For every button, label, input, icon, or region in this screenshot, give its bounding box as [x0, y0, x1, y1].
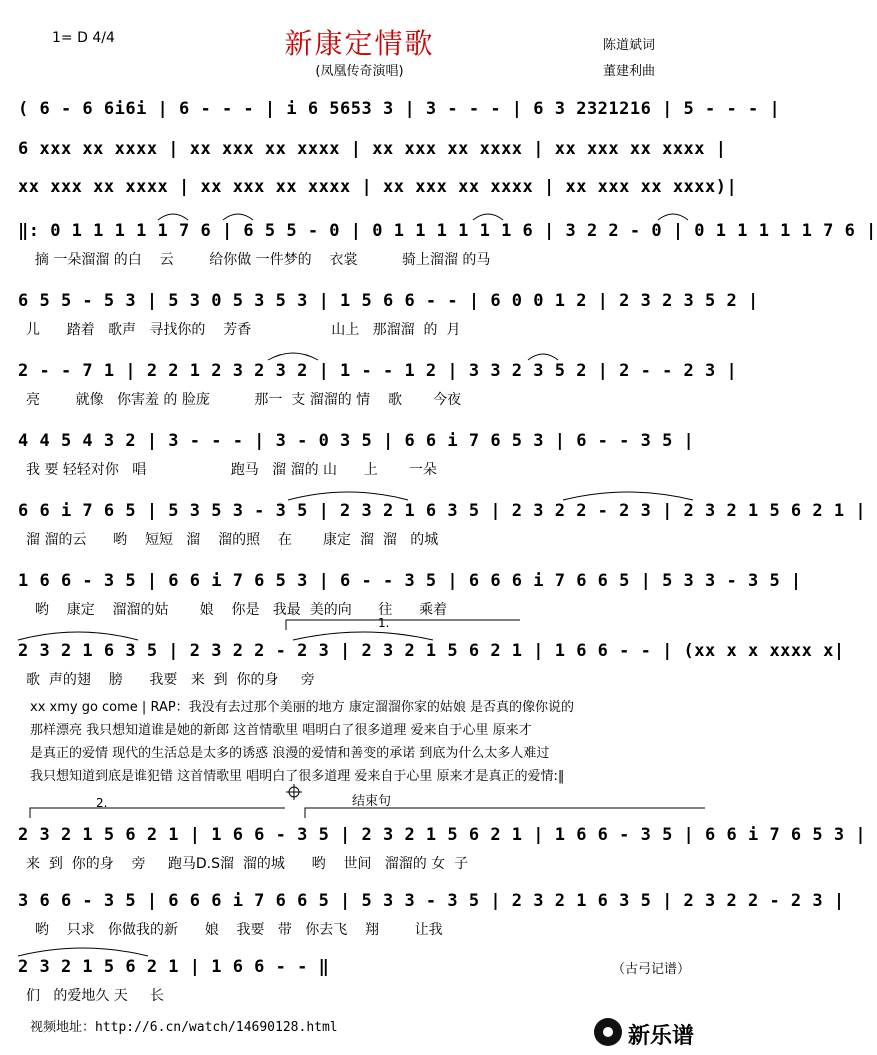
song-title: 新康定情歌 [284, 27, 435, 60]
score-row [0, 884, 845, 954]
notation-line: 4 4 5 4 3 2 | 3 - - - | 3 - 0 3 5 | 6 6 i 7 6 5 3 | 6 - - 3 5 | [18, 431, 695, 451]
notation-line: 2 - - 7 1 | 2 2 1 2 3 2 3 2 | 1 - - 1 2 | 3 3 2 3 5 2 | 2 - - 2 3 | [18, 361, 738, 381]
notation-line: 6 5 5 - 5 3 | 5 3 0 5 3 5 3 | 1 5 6 6 - - | 6 0 0 1 2 | 2 3 2 3 5 2 | [18, 291, 759, 311]
lyrics-line: 们 的爱地久 天 长 [26, 988, 165, 1004]
notation-line: 1 6 6 - 3 5 | 6 6 i 7 6 5 3 | 6 - - 3 5 | 6 6 6 i 7 6 6 5 | 5 3 3 - 3 5 | [18, 571, 802, 591]
notation-line: 2 3 2 1 5 6 2 1 | 1 6 6 - - ‖ [18, 957, 330, 977]
lyrics-line: 儿 踏着 歌声 寻找你的 芳香 山上 那溜溜 的 月 [26, 322, 461, 338]
lyrics-line: 哟 只求 你做我的新 娘 我要 带 你去飞 翔 让我 [26, 922, 443, 938]
lyricist-credit: 陈道斌词 [603, 38, 656, 53]
performer-subtitle: (凤凰传奇演唱) [315, 64, 404, 79]
rap-line: 我只想知道到底是谁犯错 这首情歌里 唱明白了很多道理 爱来自于心里 原来才是真正的爱情:‖ [30, 769, 565, 784]
notation-line: 3 6 6 - 3 5 | 6 6 6 i 7 6 6 5 | 5 3 3 - 3 5 | 2 3 2 1 6 3 5 | 2 3 2 2 - 2 3 | [18, 891, 845, 911]
video-link[interactable]: 视频地址：http://6.cn/watch/14690128.html [30, 1020, 338, 1035]
notation-line: ‖: 0 1 1 1 1 1 7 6 | 6 5 5 - 0 | 0 1 1 1 1 1 1 6 | 3 2 2 - 0 | 0 1 1 1 1 1 7 6 | [18, 221, 877, 241]
notation-line: 6 xxx xx xxxx | xx xxx xx xxxx | xx xxx xx xxxx | xx xxx xx xxxx | [18, 139, 727, 159]
rap-line: 那样漂亮 我只想知道谁是她的新郎 这首情歌里 唱明白了很多道理 爱来自于心里 原来才 [30, 723, 532, 738]
disc-icon [594, 1018, 622, 1046]
score-row [0, 214, 877, 284]
key-signature: 1= D 4/4 [52, 30, 115, 46]
transcriber-credit: （古弓记谱） [612, 962, 691, 977]
notation-line: 6 6 i 7 6 5 | 5 3 5 3 - 3 5 | 2 3 2 1 6 3 5 | 2 3 2 2 - 2 3 | 2 3 2 1 5 6 2 1 | [18, 501, 867, 521]
rap-line: xx xmy go come | RAP：我没有去过那个美丽的地方 康定溜溜你家的姑娘 是否真的像你说的 [30, 700, 574, 715]
lyrics-line: 亮 就像 你害羞 的 脸庞 那一 支 溜溜的 情 歌 今夜 [26, 392, 462, 408]
site-logo [594, 1018, 704, 1048]
rap-line: 是真正的爱情 现代的生活总是太多的诱惑 浪漫的爱情和善变的承诺 到底为什么太多人难过 [30, 746, 550, 761]
notation-line: xx xxx xx xxxx | xx xxx xx xxxx | xx xxx xx xxxx | xx xxx xx xxxx)| [18, 177, 738, 197]
score-row [0, 634, 845, 704]
rap-section [30, 696, 702, 788]
score-row [0, 424, 719, 494]
volta-1-label: 1. [378, 616, 390, 630]
volta-bracket-2 [0, 800, 719, 820]
volta-2-label: 2. [96, 796, 108, 810]
notation-line: ( 6 - 6 6i6i | 6 - - - | i 6 5653 3 | 3 - - - | 6 3 2321216 | 5 - - - | [18, 99, 781, 119]
composer-credit: 董建利曲 [603, 64, 656, 79]
lyrics-line: 溜 溜的云 哟 短短 溜 溜的照 在 康定 溜 溜 的城 [26, 532, 439, 548]
score-row [0, 284, 759, 354]
logo-text: 新乐谱 [628, 1024, 695, 1049]
lyrics-line: 摘 一朵溜溜 的白 云 给你做 一件梦的 衣裳 骑上溜溜 的马 [26, 252, 491, 268]
lyrics-line: 来 到 你的身 旁 跑马D.S溜 溜的城 哟 世间 溜溜的 女 子 [26, 856, 469, 872]
lyrics-line: 歌 声的翅 膀 我要 来 到 你的身 旁 [26, 672, 315, 688]
score-row [0, 818, 867, 888]
notation-line: 2 3 2 1 6 3 5 | 2 3 2 2 - 2 3 | 2 3 2 1 5 6 2 1 | 1 6 6 - - | (xx x x xxxx x| [18, 641, 845, 661]
score-row [0, 494, 867, 564]
lyrics-line: 哟 康定 溜溜的姑 娘 你是 我最 美的向 往 乘着 [26, 602, 448, 618]
score-row [0, 354, 738, 424]
coda-label: 结束句 [352, 794, 392, 809]
notation-line: 2 3 2 1 5 6 2 1 | 1 6 6 - 3 5 | 2 3 2 1 5 6 2 1 | 1 6 6 - 3 5 | 6 6 i 7 6 5 3 | [18, 825, 867, 845]
lyrics-line: 我 要 轻轻对你 唱 跑马 溜 溜的 山 上 一朵 [26, 462, 437, 478]
volta-bracket-1 [0, 612, 719, 632]
